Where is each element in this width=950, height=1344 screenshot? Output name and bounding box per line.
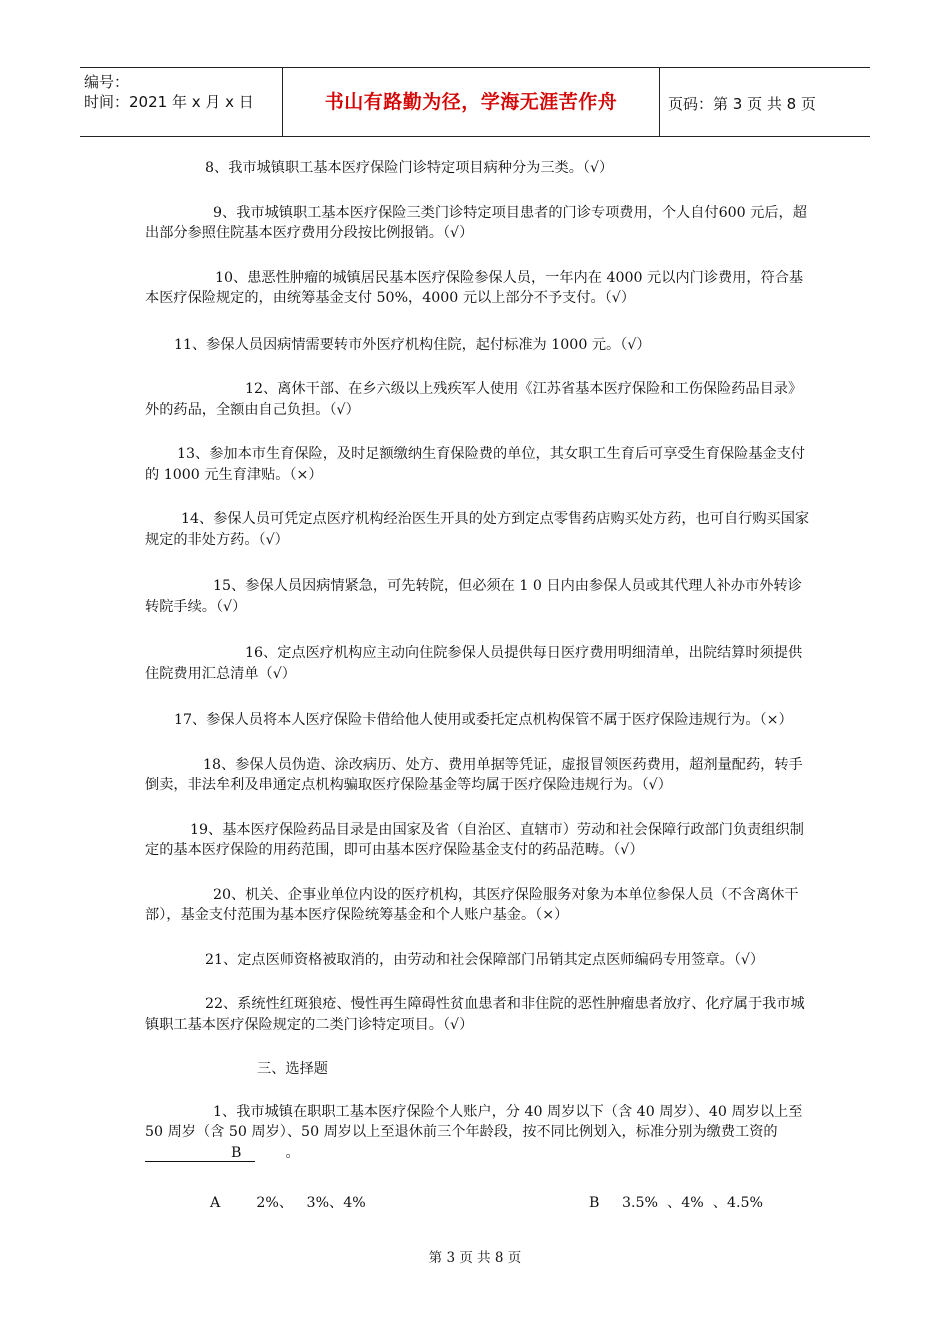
page-footer: 第 3 页 共 8 页 (428, 1250, 522, 1266)
true-false-item-10: 10、患恶性肿瘤的城镇居民基本医疗保险参保人员，一年内在 4000 元以内门诊费用，符合基本医疗保险规定的，由统筹基金支付 50%，4000 元以上部分不予支付。（√） (145, 269, 804, 306)
true-false-item-20: 20、机关、企事业单位内设的医疗机构，其医疗保险服务对象为本单位参保人员（不含离休干部），基金支付范围为基本医疗保险统筹基金和个人账户基金。（×） (145, 886, 799, 923)
choice-a: A 2%、 3%、4% (210, 1195, 366, 1211)
header-motto-cell (283, 68, 660, 136)
true-false-item-12: 12、离休干部、在乡六级以上残疾军人使用《江苏省基本医疗保险和工伤保险药品目录》外的药品，全额由自己负担。（√） (145, 381, 803, 418)
true-false-item-13: 13、参加本市生育保险，及时足额缴纳生育保险费的单位，其女职工生育后可享受生育保险基金支付的 1000 元生育津贴。（×） (145, 446, 806, 483)
true-false-item-18: 18、参保人员伪造、涂改病历、处方、费用单据等凭证，虚报冒领医药费用，超剂量配药，转手倒卖，非法牟利及串通定点机构骗取医疗保险基金等均属于医疗保险违规行为。（√） (145, 756, 803, 793)
true-false-item-16: 16、定点医疗机构应主动向住院参保人员提供每日医疗费用明细清单，出院结算时须提供住院费用汇总清单（√） (145, 645, 803, 682)
true-false-item-22: 22、系统性红斑狼疮、慢性再生障碍性贫血患者和非住院的恶性肿瘤患者放疗、化疗属于我市城镇职工基本医疗保险规定的二类门诊特定项目。（√） (145, 996, 805, 1033)
true-false-item-11: 11、参保人员因病情需要转市外医疗机构住院，起付标准为 1000 元。（√） (174, 336, 651, 353)
choice-b: B 3.5% 、4% 、4.5% (589, 1195, 763, 1211)
answer-blank: B (145, 1145, 255, 1162)
document-date-label: 时间：2021 年 x 月 x 日 (84, 93, 254, 111)
true-false-item-19: 19、基本医疗保险药品目录是由国家及省（自治区、直辖市）劳动和社会保障行政部门负责组织制定的基本医疗保险的用药范围，即可由基本医疗保险基金支付的药品范畴。（√） (145, 821, 804, 858)
document-body (145, 150, 810, 1163)
true-false-item-14: 14、参保人员可凭定点医疗机构经治医生开具的处方到定点零售药店购买处方药，也可自行购买国家规定的非处方药。（√） (145, 511, 810, 548)
header-motto: 书山有路勤为径，学海无涯苦作舟 (324, 91, 618, 113)
header-page-cell (660, 68, 870, 136)
true-false-item-8: 8、我市城镇职工基本医疗保险门诊特定项目病种分为三类。（√） (205, 160, 614, 176)
multiple-choice-question-1 (145, 1102, 810, 1164)
header-page-info: 页码：第 3 页 共 8 页 (668, 95, 816, 113)
page-header (80, 67, 870, 137)
section-title: 三、选择题 (257, 1061, 328, 1077)
header-meta-cell (80, 68, 283, 136)
true-false-item-21: 21、定点医师资格被取消的，由劳动和社会保障部门吊销其定点医师编码专用签章。（√） (205, 951, 765, 968)
true-false-item-9: 9、我市城镇职工基本医疗保险三类门诊特定项目患者的门诊专项费用，个人自付600 元后，超出部分参照住院基本医疗费用分段按比例报销。（√） (145, 204, 807, 241)
question-1-end: 。 (285, 1144, 300, 1161)
true-false-item-17: 17、参保人员将本人医疗保险卡借给他人使用或委托定点机构保管不属于医疗保险违规行为。（×） (174, 712, 793, 728)
question-1-text: 1、我市城镇在职职工基本医疗保险个人账户，分 40 周岁以下（含 40 周岁）、40 周岁以上至 50 周岁（含 50 周岁）、50 周岁以上至退休前三个年龄段，按不同比例划入，标准分别为缴费工资的 (145, 1103, 803, 1140)
document-number-label: 编号： (84, 73, 130, 91)
true-false-item-15: 15、参保人员因病情紧急，可先转院，但必须在 1 0 日内由参保人员或其代理人补办市外转诊转院手续。（√） (145, 578, 802, 615)
